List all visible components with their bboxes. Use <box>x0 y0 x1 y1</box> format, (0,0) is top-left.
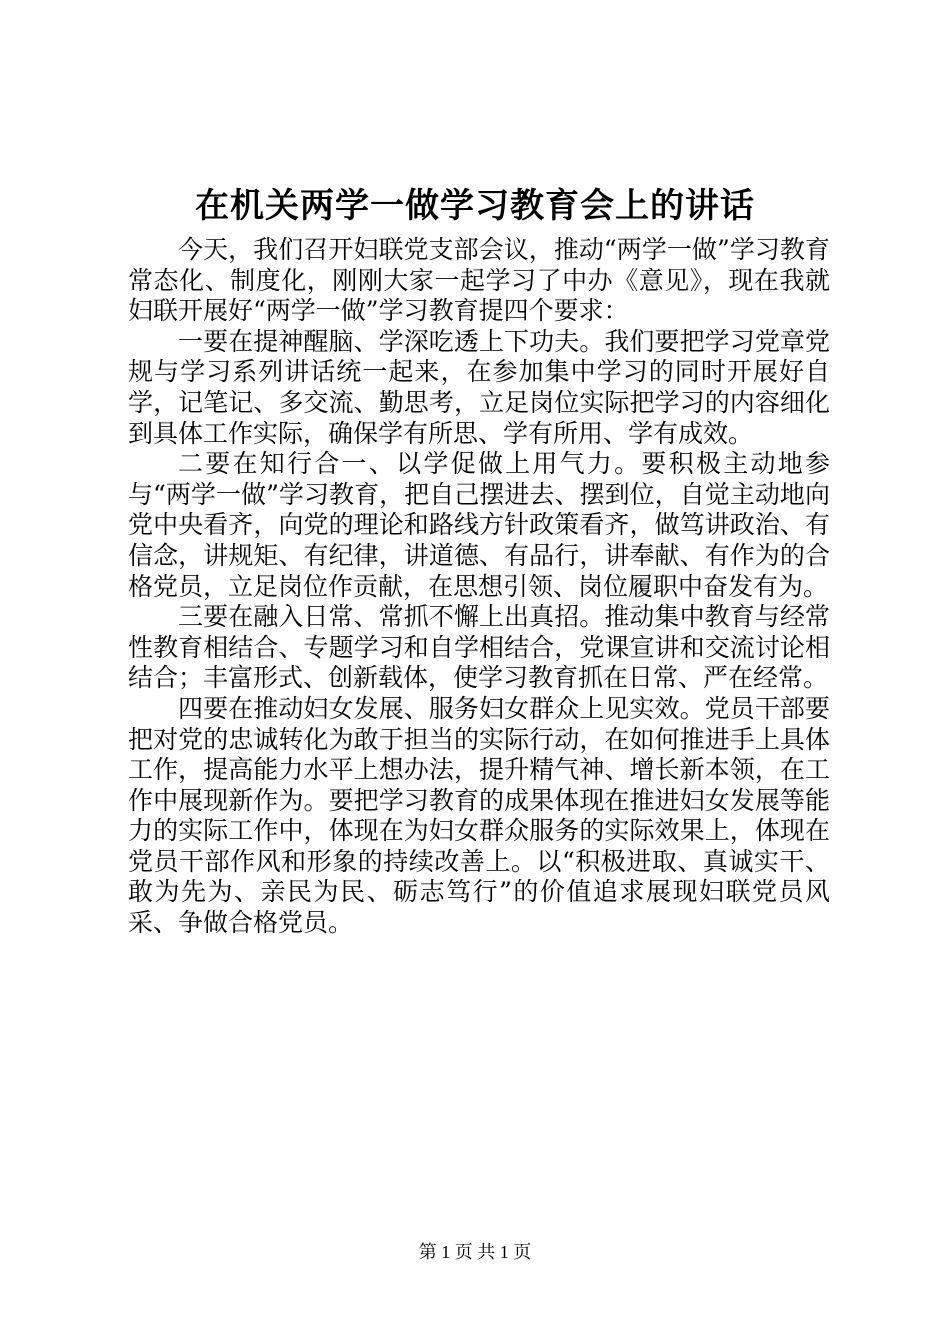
paragraph-requirement-4: 四要在推动妇女发展、服务妇女群众上见实效。党员干部要把对党的忠诚转化为敢于担当的实际行动，在如何推进手上具体工作，提高能力水平上想办法，提升精气神、增长新本领，在工作中展现新作为。要把学习教育的成果体现在推进妇女发展等能力的实际工作中，体现在为妇女群众服务的实际效果上，体现在党员干部作风和形象的持续改善上。以“积极进取、真诚实干、敢为先为、亲民为民、砺志笃行”的价值追求展现妇联党员风采、争做合格党员。 <box>128 693 830 938</box>
paragraph-requirement-2: 二要在知行合一、以学促做上用气力。要积极主动地参与“两学一做”学习教育，把自己摆进去、摆到位，自觉主动地向党中央看齐，向党的理论和路线方针政策看齐，做笃讲政治、有信念，讲规矩、有纪律，讲道德、有品行，讲奉献、有作为的合格党员，立足岗位作贡献，在思想引领、岗位履职中奋发有为。 <box>128 449 830 601</box>
document-title: 在机关两学一做学习教育会上的讲话 <box>195 186 755 226</box>
paragraph-intro: 今天，我们召开妇联党支部会议，推动“两学一做”学习教育常态化、制度化，刚刚大家一起学习了中办《意见》，现在我就妇联开展好“两学一做”学习教育提四个要求： <box>128 235 830 326</box>
paragraph-requirement-1: 一要在提神醒脑、学深吃透上下功夫。我们要把学习党章党规与学习系列讲话统一起来，在参加集中学习的同时开展好自学，记笔记、多交流、勤思考，立足岗位实际把学习的内容细化到具体工作实际，确保学有所思、学有所用、学有成效。 <box>128 326 830 448</box>
page-number-footer: 第 1 页 共 1 页 <box>418 1242 532 1262</box>
document-body <box>128 235 830 939</box>
paragraph-requirement-3: 三要在融入日常、常抓不懈上出真招。推动集中教育与经常性教育相结合、专题学习和自学相结合，党课宣讲和交流讨论相结合；丰富形式、创新载体，使学习教育抓在日常、严在经常。 <box>128 602 830 693</box>
